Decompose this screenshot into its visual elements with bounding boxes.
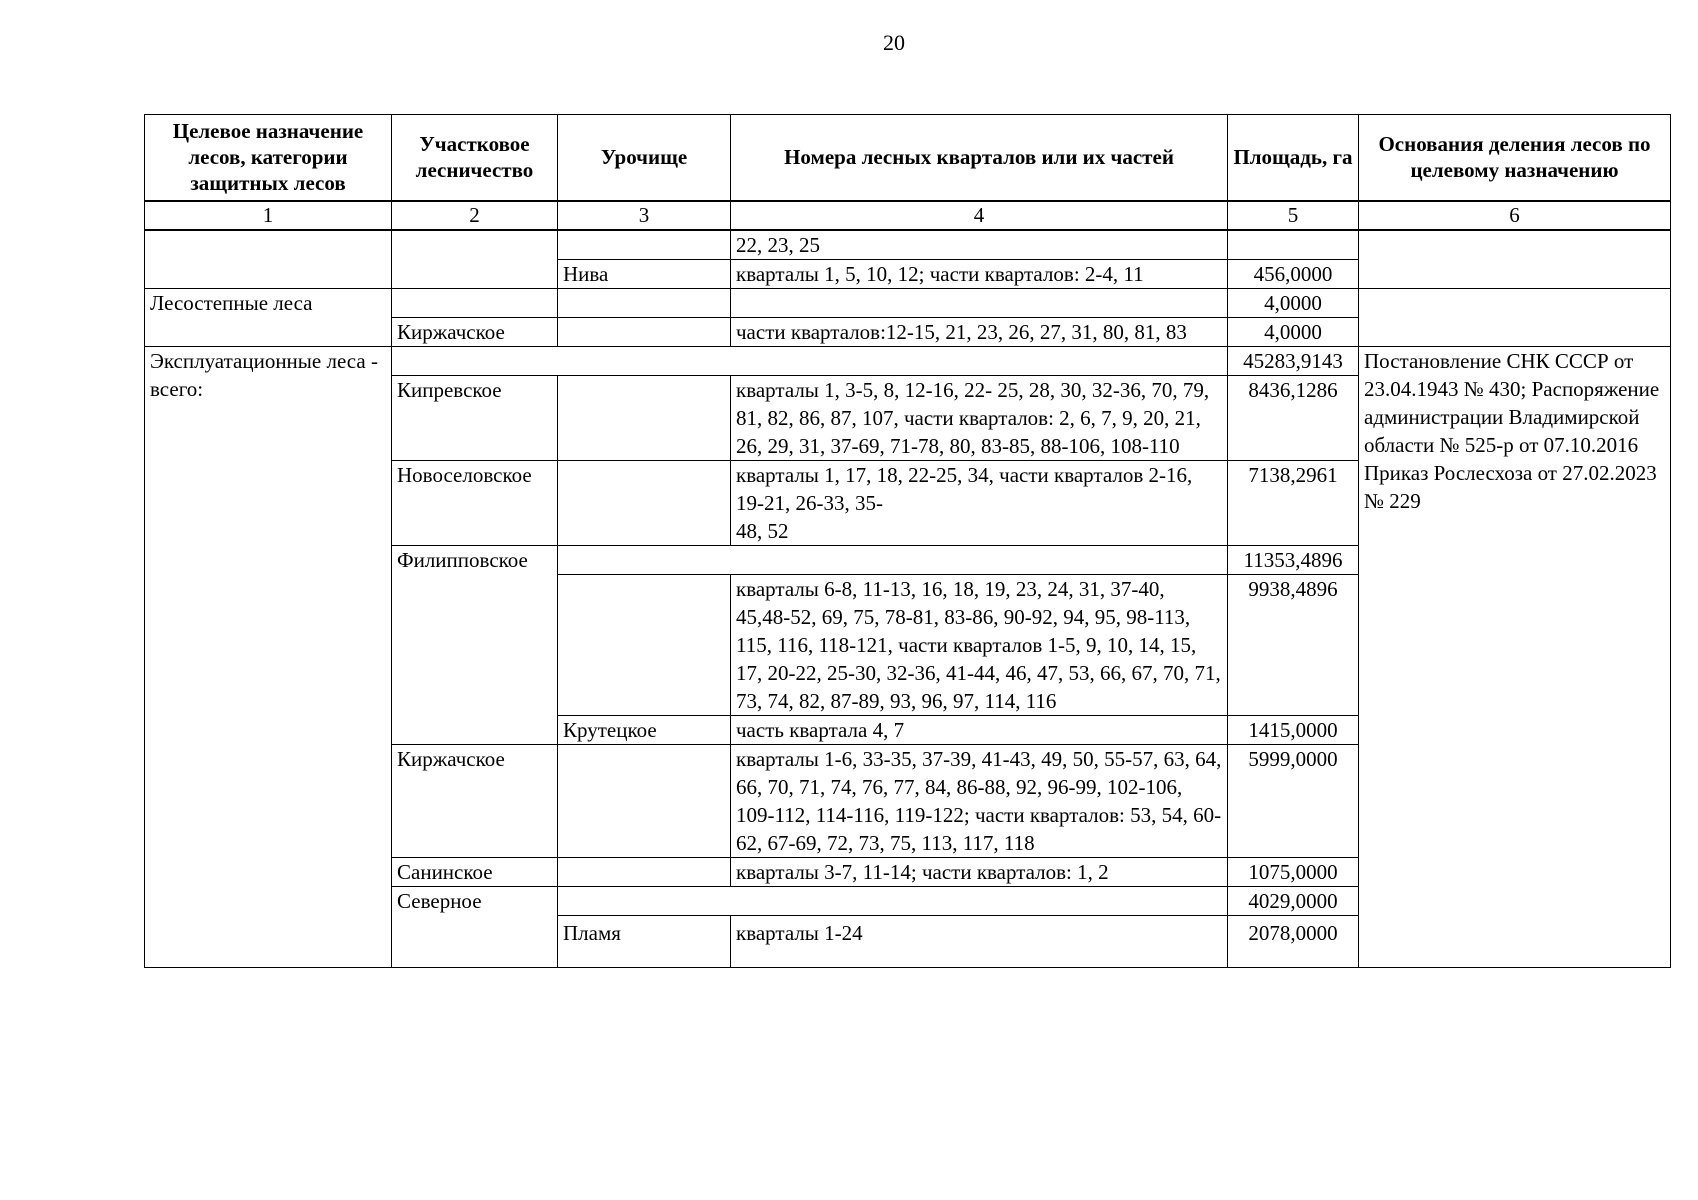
tract-cell <box>558 744 731 857</box>
area-cell: 1415,0000 <box>1228 715 1359 744</box>
quarters-cell: кварталы 6-8, 11-13, 16, 18, 19, 23, 24, 31, 37-40, 45,48-52, 69, 75, 78-81, 83-86, 90-92, 94, 95, 98-113, 115, 116, 118-121, части кварталов 1-5, 9, 10, 14, 15, 17, 20-22, 25-30, 32-36, 41-44, 46, 47, 53, 66, 67, 70, 71, 73, 74, 82, 87-89, 93, 96, 97, 114, 116 <box>731 574 1228 715</box>
quarters-text: кварталы 1, 17, 18, 22-25, 34, части кварталов 2-16, 19-21, 26-33, 35- <box>736 462 1193 515</box>
tract-cell <box>558 375 731 460</box>
column-number: 4 <box>731 201 1228 230</box>
forestry-cell: Северное <box>392 886 558 967</box>
page-number: 20 <box>883 30 905 55</box>
header-purpose: Целевое назначение лесов, категории защитных лесов <box>145 115 392 201</box>
table-row <box>145 288 1671 317</box>
quarters-cell <box>731 460 1228 545</box>
basis-cell <box>1359 288 1671 346</box>
area-cell: 5999,0000 <box>1228 744 1359 857</box>
column-number: 5 <box>1228 201 1359 230</box>
header-quarters: Номера лесных кварталов или их частей <box>731 115 1228 201</box>
tract-cell <box>558 857 731 886</box>
forestry-cell <box>392 346 1228 375</box>
tract-cell <box>558 574 731 715</box>
forestry-cell: Киржачское <box>392 744 558 857</box>
forestry-cell: Филипповское <box>392 545 558 744</box>
forestry-cell: Санинское <box>392 857 558 886</box>
column-number-row <box>145 201 1671 230</box>
tract-cell <box>558 545 1228 574</box>
column-number: 3 <box>558 201 731 230</box>
quarters-cell: кварталы 1-6, 33-35, 37-39, 41-43, 49, 50, 55-57, 63, 64, 66, 70, 71, 74, 76, 77, 84, 86-88, 92, 96-99, 102-106, 109-112, 114-116, 119-122; части кварталов: 53, 54, 60-62, 67-69, 72, 73, 75, 113, 117, 118 <box>731 744 1228 857</box>
area-cell: 4,0000 <box>1228 317 1359 346</box>
forestry-cell: Киржачское <box>392 317 558 346</box>
table-row <box>145 346 1671 375</box>
header-area: Площадь, га <box>1228 115 1359 201</box>
quarters-cell: кварталы 3-7, 11-14; части кварталов: 1, 2 <box>731 857 1228 886</box>
header-basis: Основания деления лесов по целевому назначению <box>1359 115 1671 201</box>
area-cell: 4029,0000 <box>1228 886 1359 915</box>
header-row <box>145 115 1671 201</box>
area-cell: 8436,1286 <box>1228 375 1359 460</box>
forestry-cell <box>392 288 558 317</box>
area-cell: 9938,4896 <box>1228 574 1359 715</box>
area-cell: 11353,4896 <box>1228 545 1359 574</box>
tract-cell <box>558 317 731 346</box>
header-forestry: Участковое лесничество <box>392 115 558 201</box>
area-cell: 1075,0000 <box>1228 857 1359 886</box>
area-cell: 456,0000 <box>1228 259 1359 288</box>
quarters-cell: кварталы 1, 5, 10, 12; части кварталов: 2-4, 11 <box>731 259 1228 288</box>
column-number: 1 <box>145 201 392 230</box>
column-number: 6 <box>1359 201 1671 230</box>
column-number: 2 <box>392 201 558 230</box>
forestry-cell: Новоселовское <box>392 460 558 545</box>
tract-cell <box>558 886 1228 915</box>
quarters-cell: 22, 23, 25 <box>731 230 1228 260</box>
area-cell <box>1228 230 1359 260</box>
header-tract: Урочище <box>558 115 731 201</box>
forestry-cell: Кипревское <box>392 375 558 460</box>
tract-cell: Пламя <box>558 915 731 967</box>
quarters-cell: часть квартала 4, 7 <box>731 715 1228 744</box>
area-cell: 4,0000 <box>1228 288 1359 317</box>
purpose-cell <box>145 230 392 289</box>
forest-division-table <box>144 114 1671 968</box>
table-row <box>145 230 1671 260</box>
tract-cell: Крутецкое <box>558 715 731 744</box>
tract-cell: Нива <box>558 259 731 288</box>
basis-cell <box>1359 230 1671 289</box>
purpose-cell: Лесостепные леса <box>145 288 392 346</box>
forestry-cell <box>392 230 558 289</box>
quarters-text: 48, 52 <box>736 518 789 543</box>
tract-cell <box>558 230 731 260</box>
area-cell: 45283,9143 <box>1228 346 1359 375</box>
purpose-cell: Эксплуатационные леса - всего: <box>145 346 392 967</box>
quarters-cell: части кварталов:12-15, 21, 23, 26, 27, 31, 80, 81, 83 <box>731 317 1228 346</box>
area-cell: 7138,2961 <box>1228 460 1359 545</box>
quarters-cell: кварталы 1-24 <box>731 915 1228 967</box>
area-cell: 2078,0000 <box>1228 915 1359 967</box>
quarters-cell <box>731 288 1228 317</box>
quarters-cell: кварталы 1, 3-5, 8, 12-16, 22- 25, 28, 30, 32-36, 70, 79, 81, 82, 86, 87, 107, части кварталов: 2, 6, 7, 9, 20, 21, 26, 29, 31, 37-69, 71-78, 80, 83-85, 88-106, 108-110 <box>731 375 1228 460</box>
tract-cell <box>558 460 731 545</box>
tract-cell <box>558 288 731 317</box>
basis-cell: Постановление СНК СССР от 23.04.1943 № 430; Распоряжение администрации Владимирской области № 525-р от 07.10.2016 Приказ Рослесхоза от 27.02.2023 № 229 <box>1359 346 1671 967</box>
